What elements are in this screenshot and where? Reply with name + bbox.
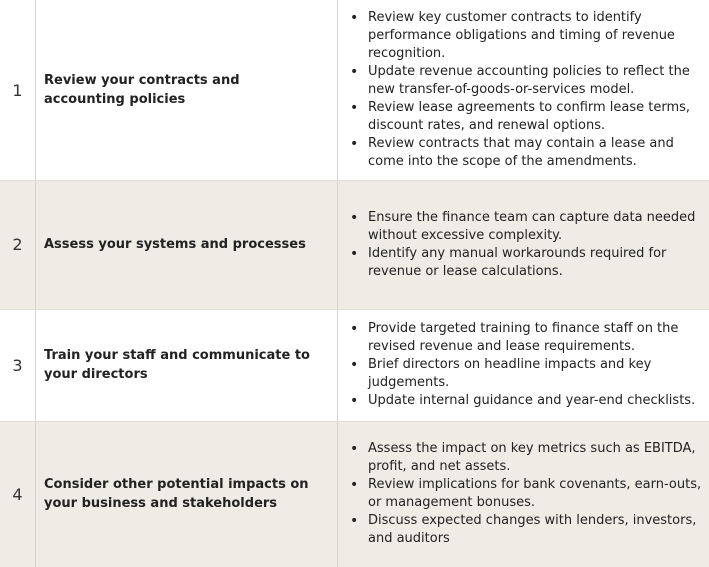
- bullet-item: • Assess the impact on key metrics such as EBITDA, profit, and net assets.: [368, 440, 703, 476]
- bullet-item: • Provide targeted training to finance staff on the revised revenue and lease requirements.: [368, 320, 703, 356]
- bullet-item: • Review key customer contracts to identify performance obligations and timing of revenue recognition.: [368, 9, 703, 63]
- row-title: [36, 309, 338, 421]
- row-number: 3: [0, 309, 36, 421]
- table-row: [0, 180, 709, 309]
- table-row: [0, 0, 709, 180]
- bullet-item: • Review contracts that may contain a lease and come into the scope of the amendments.: [368, 135, 703, 171]
- row-title: [36, 421, 338, 567]
- row-divider: [0, 180, 709, 181]
- bullet-list: [368, 9, 703, 171]
- row-number: 2: [0, 180, 36, 309]
- bullet-list: [368, 440, 703, 548]
- bullet-item: • Discuss expected changes with lenders, investors, and auditors: [368, 512, 703, 548]
- row-divider: [0, 421, 709, 422]
- table-row: [0, 421, 709, 567]
- bullet-item: • Ensure the finance team can capture data needed without excessive complexity.: [368, 209, 703, 245]
- row-bullets: [338, 309, 709, 421]
- row-title: [36, 180, 338, 309]
- bullet-list: [368, 209, 703, 281]
- bullet-item: • Identify any manual workarounds required for revenue or lease calculations.: [368, 245, 703, 281]
- bullet-list: [368, 320, 703, 410]
- row-number: 1: [0, 0, 36, 180]
- row-number: 4: [0, 421, 36, 567]
- row-title-text: Assess your systems and processes: [44, 237, 306, 252]
- table-row: [0, 309, 709, 421]
- bullet-item: • Update internal guidance and year-end checklists.: [368, 392, 703, 410]
- bullet-item: • Review implications for bank covenants, earn-outs, or management bonuses.: [368, 476, 703, 512]
- row-title: [36, 0, 338, 180]
- row-bullets: [338, 0, 709, 180]
- bullet-item: • Brief directors on headline impacts and key judgements.: [368, 356, 703, 392]
- bullet-item: • Update revenue accounting policies to reflect the new transfer-of-goods-or-services model.: [368, 63, 703, 99]
- row-title-text: Train your staff and communicate to your directors: [44, 348, 310, 382]
- row-title-text: Review your contracts and accounting policies: [44, 73, 240, 107]
- row-title-text: Consider other potential impacts on your business and stakeholders: [44, 477, 309, 511]
- row-bullets: [338, 180, 709, 309]
- row-divider: [0, 309, 709, 310]
- bullet-item: • Review lease agreements to confirm lease terms, discount rates, and renewal options.: [368, 99, 703, 135]
- row-bullets: [338, 421, 709, 567]
